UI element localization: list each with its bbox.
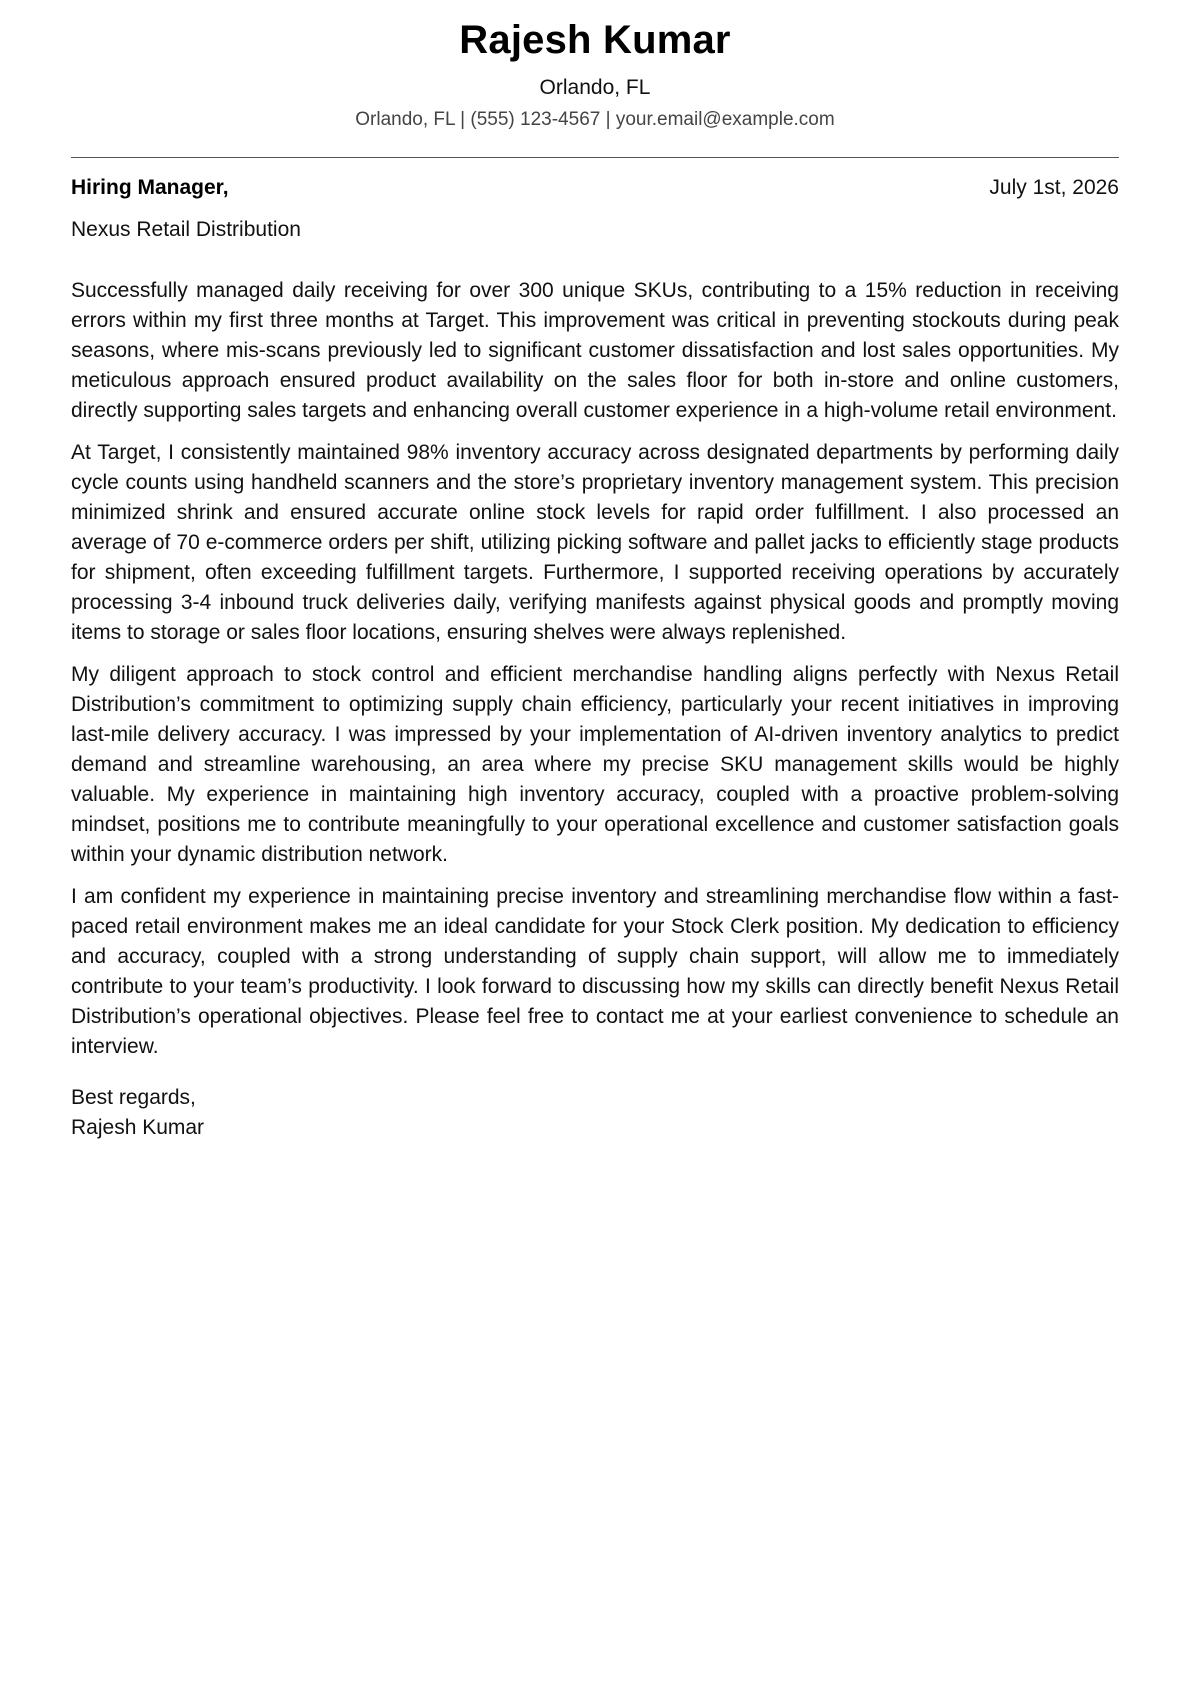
body-paragraph-2: At Target, I consistently maintained 98% inventory accuracy across designated departments by performing daily cycle counts using handheld scanners and the store’s proprietary inventory management system. This precision minimized shrink and ensured accurate online stock levels for rapid order fulfillment. I also processed an average of 70 e-commerce orders per shift, utilizing picking software and pallet jacks to efficiently stage products for shipment, often exceeding fulfillment targets. Furthermore, I supported receiving operations by accurately processing 3-4 inbound truck deliveries daily, verifying manifests against physical goods and promptly moving items to storage or sales floor locations, ensuring shelves were always replenished. [71, 441, 1119, 644]
recipient-date-row [71, 174, 1119, 202]
closing-salutation: Best regards, [71, 1086, 196, 1109]
body-paragraph-3: My diligent approach to stock control and efficient merchandise handling aligns perfectly with Nexus Retail Distribution’s commitment to optimizing supply chain efficiency, particularly your recent initiatives in improving last-mile delivery accuracy. I was impressed by your implementation of AI-driven inventory analytics to predict demand and streamline warehousing, an area where my precise SKU management skills would be highly valuable. My experience in maintaining high inventory accuracy, coupled with a proactive problem-solving mindset, positions me to contribute meaningfully to your operational excellence and customer satisfaction goals within your dynamic distribution network. [71, 663, 1119, 866]
letter-body [71, 276, 1119, 1062]
recipient-company: Nexus Retail Distribution [71, 218, 301, 241]
closing-signature: Rajesh Kumar [71, 1116, 205, 1139]
body-paragraph-1: Successfully managed daily receiving for over 300 unique SKUs, contributing to a 15% reduction in receiving errors within my first three months at Target. This improvement was critical in preventing stockouts during peak seasons, where mis-scans previously led to significant customer dissatisfaction and lost sales opportunities. My meticulous approach ensured product availability on the sales floor for both in-store and online customers, directly supporting sales targets and enhancing overall customer experience in a high-volume retail environment. [71, 279, 1119, 422]
recipient-title: Hiring Manager, [71, 176, 229, 199]
letter-header [71, 0, 1119, 132]
letter-closing [71, 1083, 1119, 1143]
applicant-contact-line: Orlando, FL | (555) 123-4567 | your.email@example.com [355, 109, 835, 130]
header-divider [71, 157, 1119, 158]
body-paragraph-4: I am confident my experience in maintaining precise inventory and streamlining merchandise flow within a fast-paced retail environment makes me an ideal candidate for your Stock Clerk position. My dedication to efficiency and accuracy, coupled with a strong understanding of supply chain support, will allow me to immediately contribute to your team’s productivity. I look forward to discussing how my skills can directly benefit Nexus Retail Distribution’s operational objectives. Please feel free to contact me at your earliest convenience to schedule an interview. [71, 885, 1119, 1058]
applicant-name: Rajesh Kumar [459, 18, 731, 62]
letter-date: July 1st, 2026 [989, 176, 1119, 199]
applicant-location: Orlando, FL [539, 76, 651, 99]
